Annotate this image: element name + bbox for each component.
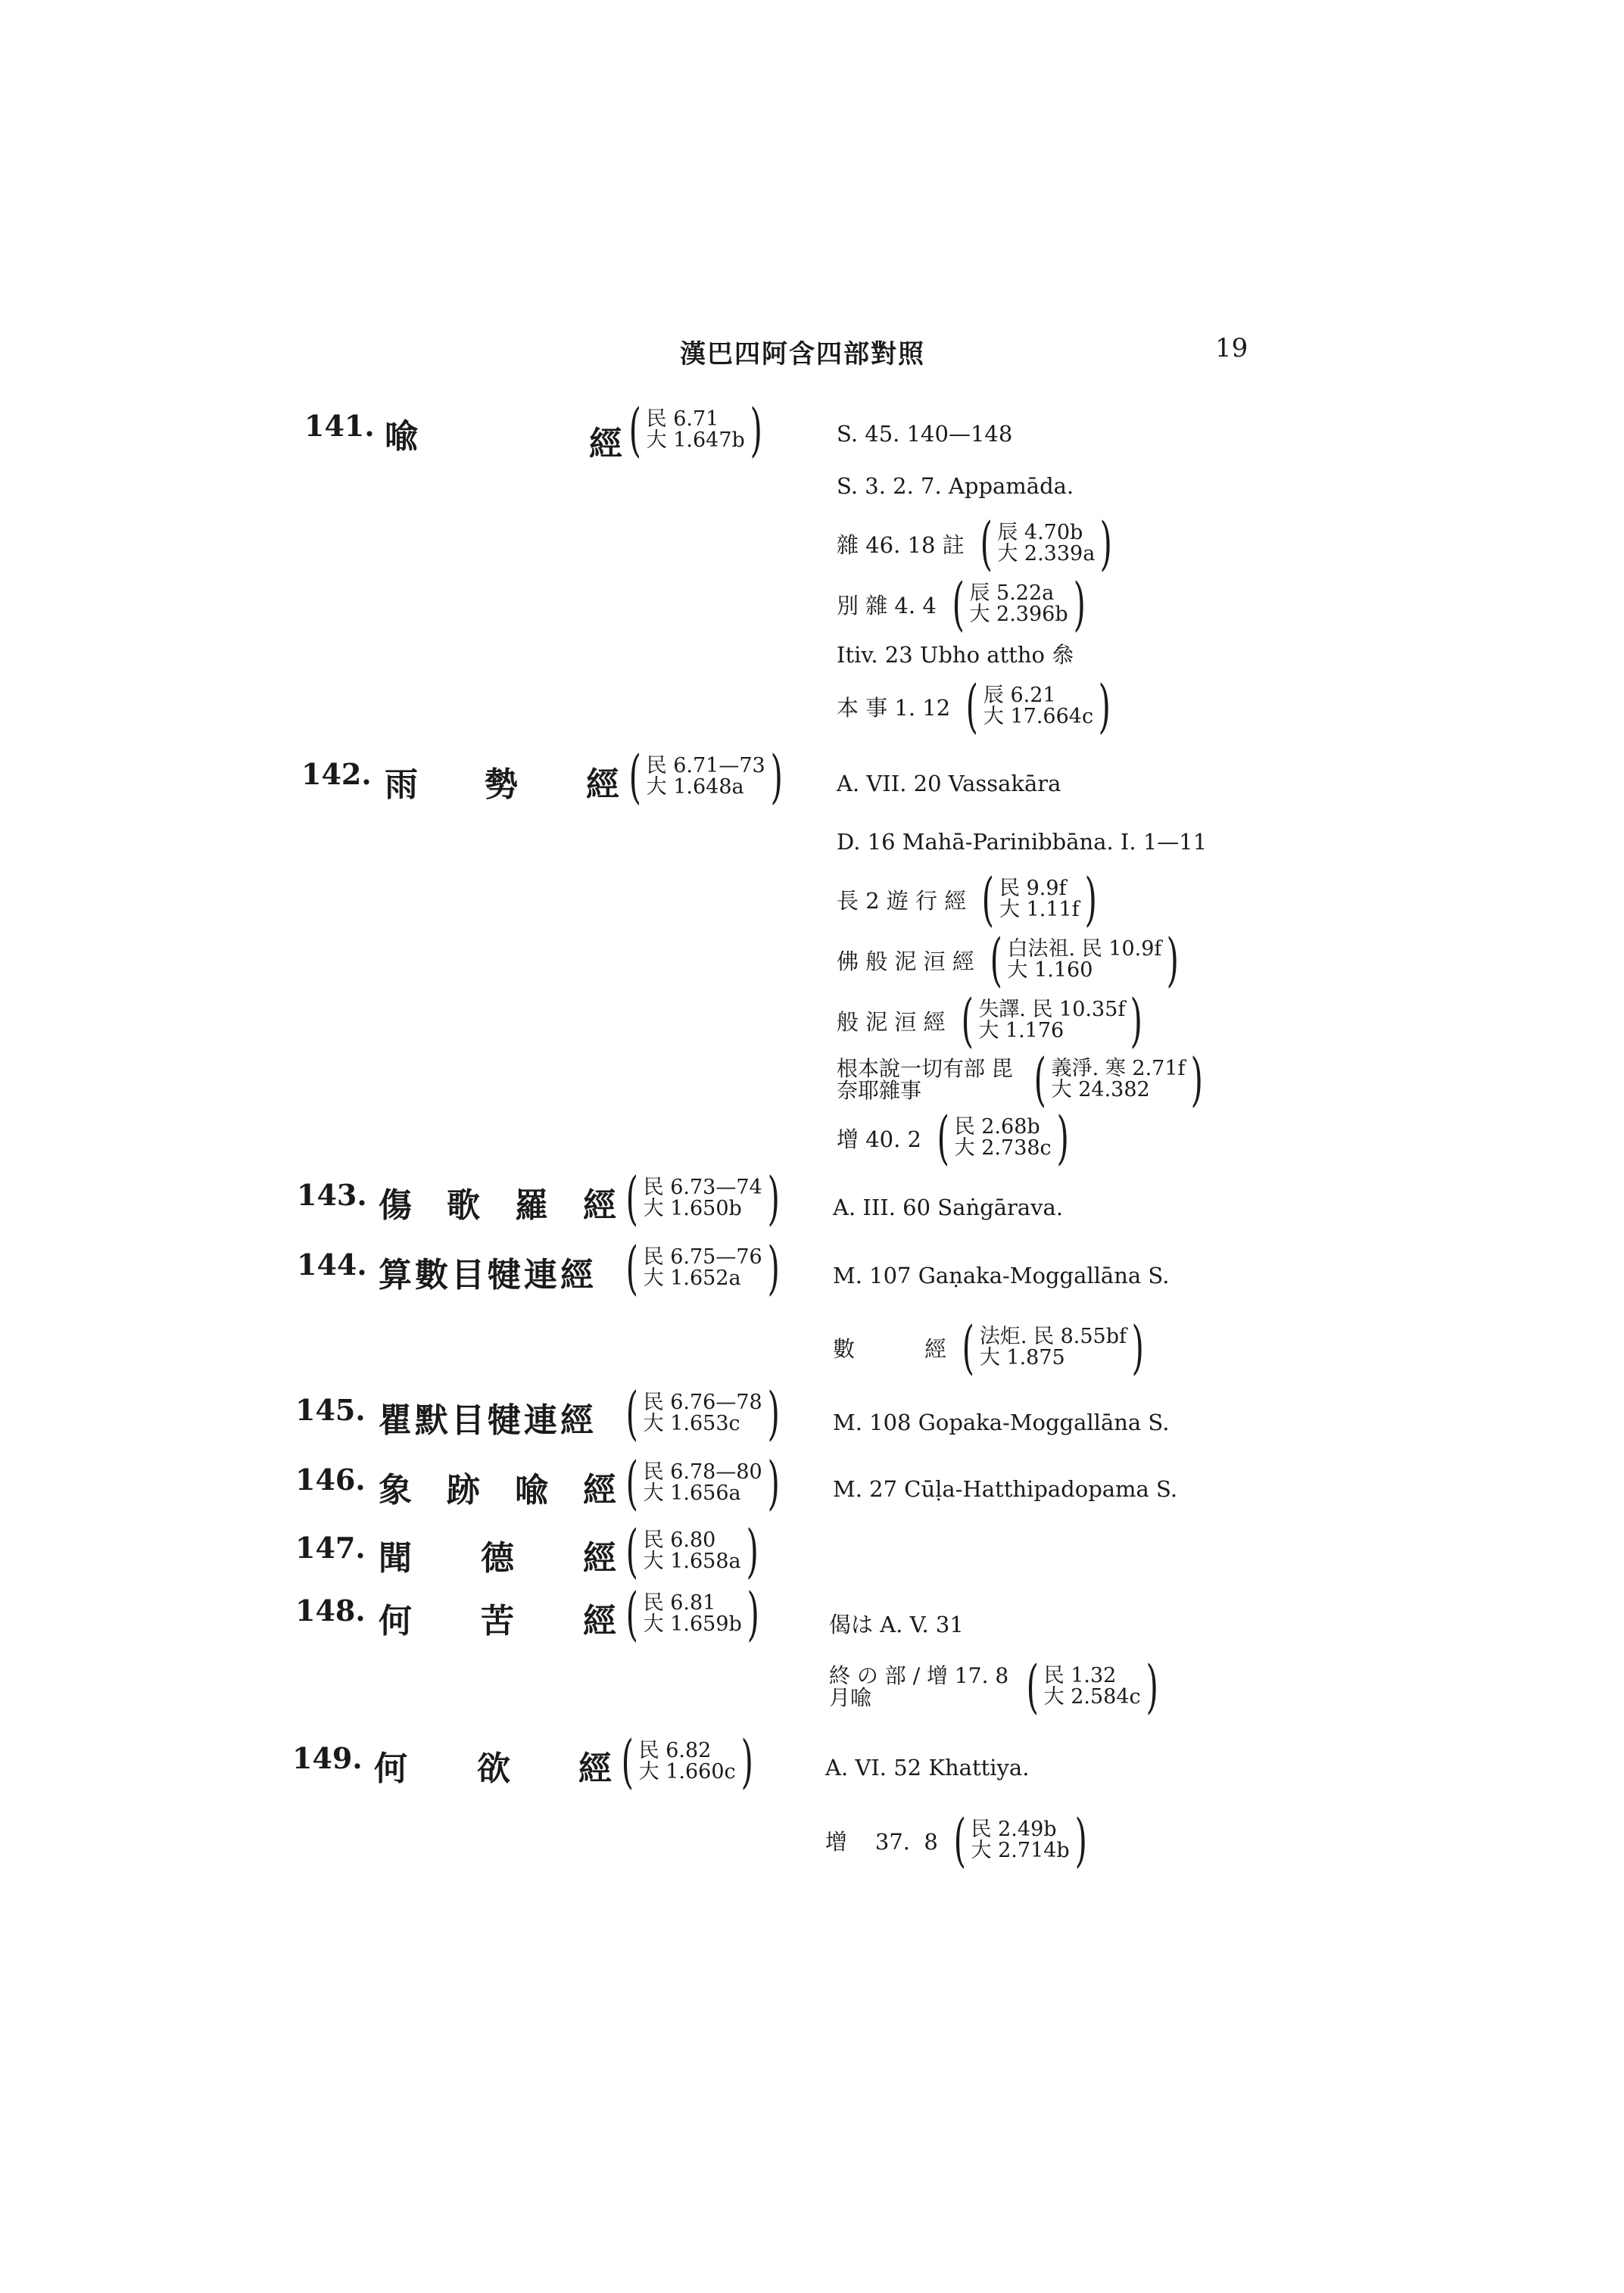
parallel-line: 般 泥 洹 經 ( 失譯. 民 10.35f 大 1.176 )	[837, 986, 1143, 1054]
entry-title-char: 聞	[379, 1539, 412, 1578]
entry-title-char: 羅	[515, 1186, 548, 1225]
entry-title-char: 雨	[385, 765, 418, 804]
parallel-line: 長 2 遊 行 經 ( 民 9.9f 大 1.11f )	[837, 865, 1097, 933]
entry-number: 147.	[295, 1531, 366, 1565]
parallel-line: 雜 46. 18 註 ( 辰 4.70b 大 2.339a )	[837, 509, 1113, 577]
entry-title-char: 何	[379, 1602, 412, 1640]
parallel-line: M. 108 Gopaka-Moggallāna S.	[833, 1410, 1170, 1435]
parallel-line: M. 27 Cūḷa-Hatthipadopama S.	[833, 1476, 1178, 1502]
parallel-line: S. 3. 2. 7. Appamāda.	[837, 473, 1074, 499]
entry-title-char: 經	[583, 1602, 616, 1640]
parallel-line: 偈は A. V. 31	[829, 1612, 964, 1637]
entry-title-char: 勢	[485, 765, 518, 804]
entry-title-char: 歌	[447, 1186, 480, 1225]
entry-title-char: 經	[586, 765, 619, 804]
entry-title-char: 傷	[379, 1186, 412, 1225]
parallel-line: 增 40. 2 ( 民 2.68b 大 2.738c )	[837, 1104, 1069, 1171]
entry-number: 149.	[292, 1741, 363, 1775]
entry-ref: ( 民 6.78—80 大 1.656a )	[625, 1449, 780, 1516]
parallel-line: 根本說一切有部 毘奈耶雜事 ( 義淨. 寒 2.71f 大 24.382 )	[837, 1045, 1203, 1113]
entry-number: 143.	[297, 1178, 367, 1212]
parallel-line: S. 45. 140—148	[837, 421, 1013, 447]
parallel-line: A. VII. 20 Vassakāra	[837, 771, 1061, 796]
entry-title-char: 跡	[447, 1471, 480, 1509]
entry-title: 瞿默目犍連經	[379, 1401, 597, 1440]
entry-title: 算數目犍連經	[379, 1256, 597, 1294]
entry-title-char: 經	[578, 1749, 612, 1788]
entry-ref: ( 民 6.82 大 1.660c )	[621, 1728, 753, 1795]
parallel-line: 佛 般 泥 洹 經 ( 白法祖. 民 10.9f 大 1.160 )	[837, 926, 1180, 993]
parallel-line: 本 事 1. 12 ( 辰 6.21 大 17.664c )	[837, 672, 1111, 740]
entry-ref: ( 民 6.80 大 1.658a )	[625, 1517, 759, 1584]
parallel-line: 數 經 ( 法炬. 民 8.55bf 大 1.875 )	[833, 1313, 1144, 1381]
entry-ref: ( 民 6.76—78 大 1.653c )	[625, 1379, 780, 1447]
entry-ref: ( 民 6.81 大 1.659b )	[625, 1580, 759, 1647]
entry-title-char: 喩	[515, 1471, 548, 1509]
entry-ref: ( 民 6.71 大 1.647b )	[628, 396, 762, 463]
parallel-line: 別 雜 4. 4 ( 辰 5.22a 大 2.396b )	[837, 570, 1086, 637]
parallel-line: M. 107 Gaṇaka-Moggallāna S.	[833, 1263, 1170, 1288]
entry-title-char: 經	[589, 425, 622, 463]
entry-ref: ( 民 6.75—76 大 1.652a )	[625, 1234, 780, 1301]
entry-title-char: 德	[481, 1539, 514, 1578]
entry-number: 144.	[297, 1248, 367, 1282]
parallel-line: A. VI. 52 Khattiya.	[825, 1755, 1030, 1781]
parallel-line: Itiv. 23 Ubho attho 叅	[837, 642, 1074, 668]
entry-number: 148.	[295, 1594, 366, 1628]
entry-title-char: 苦	[481, 1602, 514, 1640]
page-number: 19	[1215, 333, 1248, 363]
entry-title-char: 何	[374, 1749, 407, 1788]
entry-number: 146.	[295, 1463, 366, 1497]
entry-number: 142.	[301, 757, 372, 791]
entry-title-char: 經	[583, 1539, 616, 1578]
entry-title-char: 喩	[385, 417, 418, 456]
entry-title-char: 經	[583, 1186, 616, 1225]
entry-ref: ( 民 6.71—73 大 1.648a )	[628, 743, 783, 810]
running-header: 漢巴四阿含四部對照	[680, 339, 925, 369]
parallel-line: A. III. 60 Saṅgārava.	[833, 1195, 1064, 1220]
entry-title-char: 經	[583, 1471, 616, 1509]
parallel-line: 終 の 部 / 增 17. 8 月喩 ( 民 1.32 大 2.584c )	[829, 1653, 1158, 1720]
entry-number: 141.	[304, 409, 375, 443]
parallel-line: D. 16 Mahā-Parinibbāna. I. 1—11	[837, 829, 1208, 855]
entry-ref: ( 民 6.73—74 大 1.650b )	[625, 1164, 780, 1232]
entry-number: 145.	[295, 1393, 366, 1427]
entry-title-char: 欲	[477, 1749, 510, 1788]
parallel-line: 增 37. 8 ( 民 2.49b 大 2.714b )	[825, 1806, 1087, 1874]
entry-title-char: 象	[379, 1471, 412, 1509]
